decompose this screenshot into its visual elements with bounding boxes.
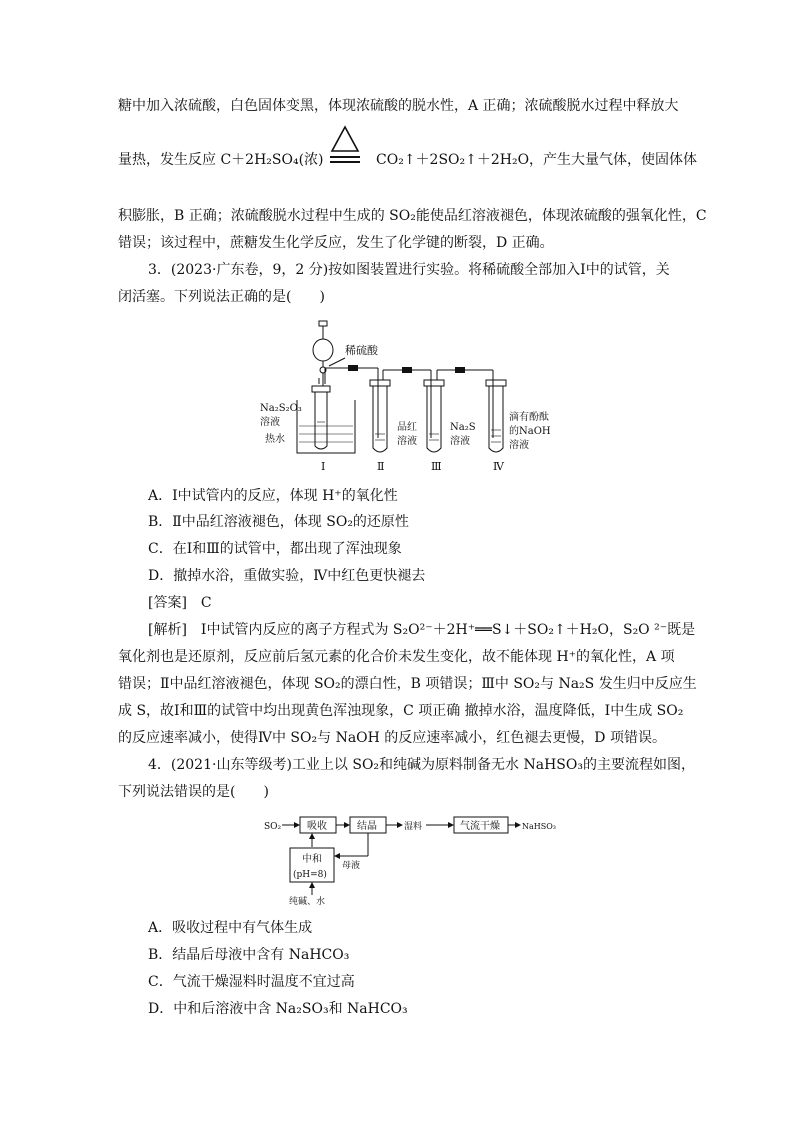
test-tube-2 <box>373 382 387 452</box>
flow-dry: 气流干燥 <box>460 821 500 832</box>
tube-label: Ⅱ <box>377 460 385 473</box>
question-3-stem: 3．(2023·广东卷，9，2 分)按如图装置进行实验。将稀硫酸全部加入Ⅰ中的试管，关 <box>148 262 670 278</box>
analysis-line: [解析] Ⅰ中试管内反应的离子方程式为 S₂O²⁻＋2H⁺══S↓＋SO₂↑＋H₂O，S₂O ²⁻既是 <box>148 622 696 638</box>
answer: [答案] C <box>148 595 212 611</box>
flow-wet: 湿料 <box>404 822 423 832</box>
option-b: B．结晶后母液中含有 NaHCO₃ <box>148 947 350 963</box>
tube-label: Ⅰ <box>321 460 326 473</box>
label-naoh: 的NaOH <box>509 426 551 437</box>
heat-triangle-icon <box>330 124 360 154</box>
label-dilute-acid: 稀硫酸 <box>345 344 378 357</box>
label-solution: 溶液 <box>260 417 280 428</box>
question-4-stem: 4．(2021·山东等级考)工业上以 SO₂和纯碱为原料制备无水 NaHSO₃的主要流程如图， <box>148 757 695 773</box>
label-fuchsine: 品红 <box>397 422 417 433</box>
label-fuchsine: 溶液 <box>397 436 417 447</box>
label-reagent: Na₂S₂O₃ <box>260 403 302 414</box>
process-flow-diagram <box>262 810 562 910</box>
label-na2s: 溶液 <box>450 436 470 447</box>
analysis-line: 氧化剂也是还原剂，反应前后氢元素的化合价未发生变化，故不能体现 H⁺的氧化性，A 项 <box>118 649 675 665</box>
test-tube-4 <box>489 382 503 452</box>
equation-bar <box>330 156 360 158</box>
analysis-line: 错误；Ⅱ中品红溶液褪色，体现 SO₂的漂白性，B 项错误；Ⅲ中 SO₂与 Na₂S 发生归中反应生 <box>118 676 697 692</box>
question-3-stem: 闭活塞。下列说法正确的是( ) <box>118 289 325 305</box>
option-c: C．在Ⅰ和Ⅲ的试管中，都出现了浑浊现象 <box>148 541 402 557</box>
option-d: D．撤掉水浴，重做实验，Ⅳ中红色更快褪去 <box>148 568 426 584</box>
label-hot-water: 热水 <box>265 434 285 445</box>
equation-bar <box>330 161 360 163</box>
flow-product: NaHSO₃ <box>522 822 556 831</box>
text-line: 错误；该过程中，蔗糖发生化学反应，发生了化学键的断裂，D 正确。 <box>118 235 554 251</box>
label-naoh: 滴有酚酞 <box>509 412 549 423</box>
option-d: D．中和后溶液中含 Na₂SO₃和 NaHCO₃ <box>148 1001 408 1017</box>
flow-neutralize: 中和 <box>302 854 322 865</box>
flow-mother: 母液 <box>342 861 361 871</box>
test-tube-3 <box>427 382 441 452</box>
flow-ph: (pH=8) <box>293 870 327 880</box>
text-line: 糖中加入浓硫酸，白色固体变黑，体现浓硫酸的脱水性，A 正确；浓硫酸脱水过程中释放大 <box>118 98 679 114</box>
flow-soda: 纯碱、水 <box>289 897 326 907</box>
beaker <box>297 400 355 453</box>
dropping-funnel <box>313 339 333 361</box>
tube-label: Ⅳ <box>493 460 504 473</box>
analysis-line: 成 S，故Ⅰ和Ⅲ的试管中均出现黄色浑浊现象，C 项正确 撤掉水浴，温度降低，Ⅰ中生成 SO₂ <box>118 703 684 719</box>
analysis-line: 的反应速率减小，使得Ⅳ中 SO₂与 NaOH 的反应速率减小，红色褪去更慢，D 项错误。 <box>118 730 666 746</box>
text-line: 积膨胀，B 正确；浓硫酸脱水过程中生成的 SO₂能使品红溶液褪色，体现浓硫酸的强氧化性，C <box>118 208 707 224</box>
option-b: B．Ⅱ中品红溶液褪色，体现 SO₂的还原性 <box>148 514 409 530</box>
text-line: 量热，发生反应 C＋2H₂SO₄(浓) <box>118 152 324 168</box>
stopper <box>312 386 330 392</box>
label-naoh: 溶液 <box>509 440 529 451</box>
test-tube-1 <box>315 388 327 449</box>
option-c: C．气流干燥湿料时温度不宜过高 <box>148 974 355 990</box>
option-a: A．吸收过程中有气体生成 <box>148 920 313 936</box>
flow-crystallize: 结晶 <box>357 821 377 832</box>
flow-so2: SO₂ <box>264 822 282 832</box>
flow-absorb: 吸收 <box>307 821 327 832</box>
tube-label: Ⅲ <box>431 460 442 473</box>
apparatus-figure <box>255 318 565 478</box>
question-4-stem: 下列说法错误的是( ) <box>118 784 269 800</box>
label-na2s: Na₂S <box>450 422 476 433</box>
text-line: CO₂↑＋2SO₂↑＋2H₂O，产生大量气体，使固体体 <box>376 152 698 168</box>
option-a: A．Ⅰ中试管内的反应，体现 H⁺的氧化性 <box>148 488 398 504</box>
